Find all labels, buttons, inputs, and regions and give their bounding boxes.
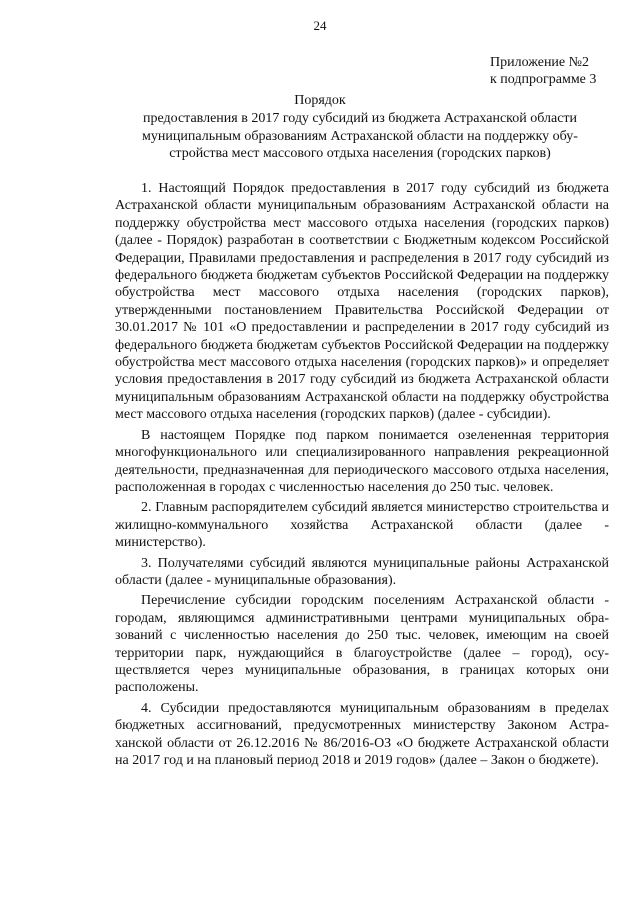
paragraph-2: В настоящем Порядке под парком понимается озелененная территория многофункционального или специализированного направления рекреационной деятельности, предназначенная для периодического массового отдыха населения, расположенная в городах с численностью населения до 250 тыс. человек. [115, 427, 609, 495]
document-title: Порядок [294, 93, 346, 108]
document-subtitle: предоставления в 2017 году субсидий из бюджета Астраханской области муниципальным образованиям Астраханской области на поддержку обустройства мест массового отдыха населения (городских парков) [142, 111, 578, 161]
page-number: 24 [313, 18, 327, 33]
paragraph-3: 2. Главным распорядителем субсидий является министерство строительства и жилищно-коммунального хозяйства Астраханской области (далее - министерство). [115, 500, 609, 551]
appendix-line-1: Приложение №2 [490, 55, 589, 70]
paragraph-6: 4. Субсидии предоставляются муниципальным образованиям в пределах бюджетных ассигнований, предусмотренных министерству Законом Астраханской области от 26.12.2016 № 86/2016-ОЗ «О бюджете Астраханской области на 2017 год и на плановый период 2018 и 2019 годов» (далее – Закон о бюджете). [115, 700, 609, 768]
appendix-reference [490, 54, 596, 88]
paragraph-1: 1. Настоящий Порядок предоставления в 2017 году субсидий из бюджета Астраханской области муниципальным образованиям Астраханской области на поддержку обустройства мест массового отдыха населения (городских парков) (далее - Порядок) разработан в соответствии с Бюджетным кодексом Российской Федерации, Правилами предоставления и распределения в 2017 году субсидий из федерального бюджета бюджетам субъектов Российской Федерации на поддержку обустройства мест массового отдыха населения (городских парков), утвержденными постановлением Правительства Российской Федерации от 30.01.2017 № 101 «О предоставлении и распределении в 2017 году субсидий из федерального бюджета бюджетам субъектов Российской Федерации на поддержку обустройства мест массового отдыха населения (городских парков)» и определяет условия предоставления в 2017 году субсидий из бюджета Астраханской области муниципальным образованиям Астраханской области на поддержку обустройства мест массового отдыха населения (городских парков) (далее - субсидии). [115, 181, 609, 423]
appendix-line-2: к подпрограмме 3 [490, 72, 597, 87]
paragraph-5: Перечисление субсидии городским поселениям Астраханской области - городам, являющимся административными центрами муниципальных образований с численностью населения до 250 тыс. человек, имеющим на своей территории парк, нуждающийся в благоустройстве (далее – город), осуществляется через муниципальные образования, в границах которых они расположены. [115, 593, 609, 696]
document-body [115, 180, 609, 772]
paragraph-4: 3. Получателями субсидий являются муниципальные районы Астраханской области (далее - муниципальные образования). [115, 555, 609, 588]
